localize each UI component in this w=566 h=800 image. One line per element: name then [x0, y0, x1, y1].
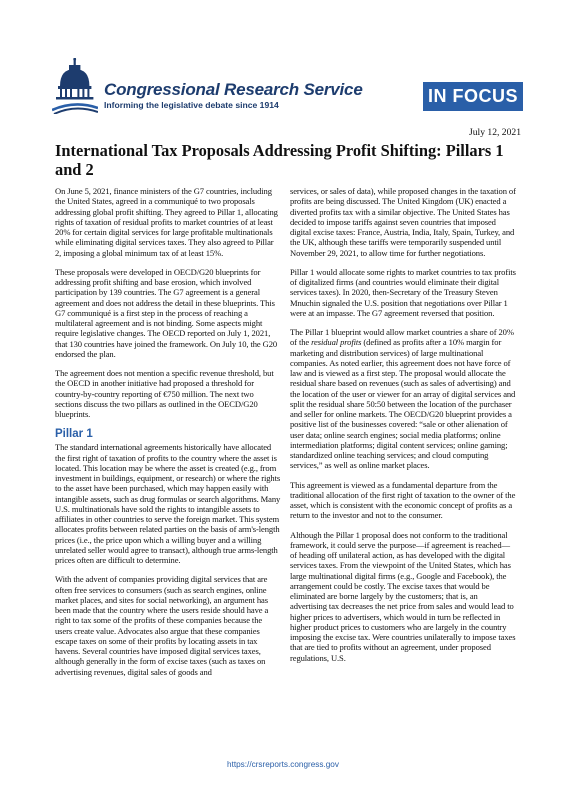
paragraph: This agreement is viewed as a fundamental departure from the traditional allocation of the first right of taxation to the owner of the asset, which is consistent with the economic concept of profits as a return to the investor and not to the consumer. [290, 479, 516, 521]
capitol-dome-icon [52, 58, 98, 119]
org-name: Congressional Research Service [104, 80, 363, 99]
paragraph: With the advent of companies providing digital services that are often free services to consumers (such as search engines, online market places, and sites for social networking), an argument has been made that the country where the users reside should have a right to tax some of the profits of these companies because the users create value. Advocates also argue that these companies escape taxes on some of their profits by locating assets in tax havens. Several countries have imposed digital services taxes, although generally in the form of excise taxes (such as taxes on advertising revenues, digital sales of goods and [55, 574, 269, 677]
section-heading-pillar-1: Pillar 1 [55, 428, 93, 441]
paragraph: The agreement does not mention a specific revenue threshold, but the OECD in another initiative had proposed a threshold for country-by-country reporting of €750 million. The next two sections discuss the two pillars as outlined in the OECD/G20 blueprints. [55, 368, 274, 419]
left-column [55, 186, 281, 686]
report-date: July 12, 2021 [469, 127, 521, 138]
paragraph: services, or sales of data), while proposed changes in the taxation of profits are being discussed. The United Kingdom (UK) enacted a diverted profits tax with a similar objective. The United States has decided to impose tariffs against seven countries that imposed digital excise taxes: France, Austria, India, Italy, Spain, Turkey, and the UK, although these tariffs were temporarily suspended until November 29, 2021, to allow time for further negotiations. [290, 186, 516, 258]
paragraph [290, 327, 516, 471]
in-focus-badge: IN FOCUS [423, 82, 523, 111]
report-header [0, 0, 566, 118]
paragraph: The standard international agreements historically have allocated the first right of taxation of profits to the country where the asset is located. This location may be where the asset is created (e.g., from investment in buildings, equipment, or research) or where the rights to the asset have been purchased, which may happen easily with intangible assets, such as drug formulas or search algorithms. Many U.S. multinationals have sold the rights to intangible assets to affiliates in other countries to serve the foreign market. This system allocates profits between related parties on the basis of arm's-length prices (i.e., the price upon which a willing buyer and a willing unrelated seller would agree to transact), although true arms-length prices often are difficult to determine. [55, 442, 281, 565]
paragraph: On June 5, 2021, finance ministers of the G7 countries, including the United States, agreed in a communiqué to two proposals addressing global profit shifting. They agreed to Pillar 1, allocating rights of taxation of residual profits to market countries of at least 20% for certain digital services for large profitable multinationals while eliminating digital services taxes. They also agreed to Pillar 2, imposing a global minimum tax of at least 15%. [55, 186, 278, 258]
emphasis-residual-profits: residual profits [311, 337, 362, 348]
paragraph: These proposals were developed in OECD/G20 blueprints for addressing profit shifting and base erosion, which involved participation by 139 countries. The G7 agreement is a general agreement and does not address the detail in these blueprints. This G7 communiqué is a first step in the process of reaching a multilateral agreement and is not binding. Some aspects might require legislative changes. The OECD reported on July 1, 2021, that 130 countries have joined the framework. On July 10, the G20 endorsed the plan. [55, 266, 278, 359]
footer-url[interactable]: https://crsreports.congress.gov [227, 760, 339, 769]
paragraph: Although the Pillar 1 proposal does not conform to the traditional framework, it could serve the purpose—if agreement is reached—of heading off unilateral action, as has developed with the digital services taxes. From the viewpoint of the United States, which has large multinational digital firms (e.g., Google and Facebook), the arrangement could be costly. The excise taxes that would be eliminated are borne largely by the customers; that is, an advertising tax decreases the net price from sales and would lead to higher prices to advertisers, which would in turn be reflected in higher product prices to customers who are largely in the country imposing the excise tax. Were countries unilaterally to impose taxes that are tied to profits without an agreement, under proposed regulations, U.S. [290, 529, 516, 663]
paragraph-text: (defined as profits after a 10% margin for marketing and distribution services) of large multinational companies. As noted earlier, this agreement does not have force of law and is viewed as a first step. The proposal would allocate the residual share based on revenues (such as sales of advertising) and the location of the user or viewer for an array of digital services and split the residual share 50:50 between the location of the purchaser and seller for online markets. The OECD/G20 blueprint provides a positive list of the businesses covered: “sale or other alienation of user data; online search engines; social media platforms; online intermediation platforms; digital content services; online gaming; standardized online teaching services; and cloud computing services,” as well as online market places. [290, 337, 516, 471]
paragraph-text: The Pillar 1 blueprint would allow market countries a share of 20% of the [290, 327, 514, 348]
paragraph: Pillar 1 would allocate some rights to market countries to tax profits of digitalized firms (and countries would eliminate their digital services taxes). In 2020, then-Secretary of the Treasury Steven Mnuchin signaled the U.S. position that negotiations over Pillar 1 were at an impasse. The G7 agreement reversed that position. [290, 266, 516, 318]
report-title: International Tax Proposals Addressing Profit Shifting: Pillars 1 and 2 [55, 141, 504, 179]
right-column [290, 186, 516, 672]
org-tagline: Informing the legislative debate since 1914 [104, 100, 279, 110]
